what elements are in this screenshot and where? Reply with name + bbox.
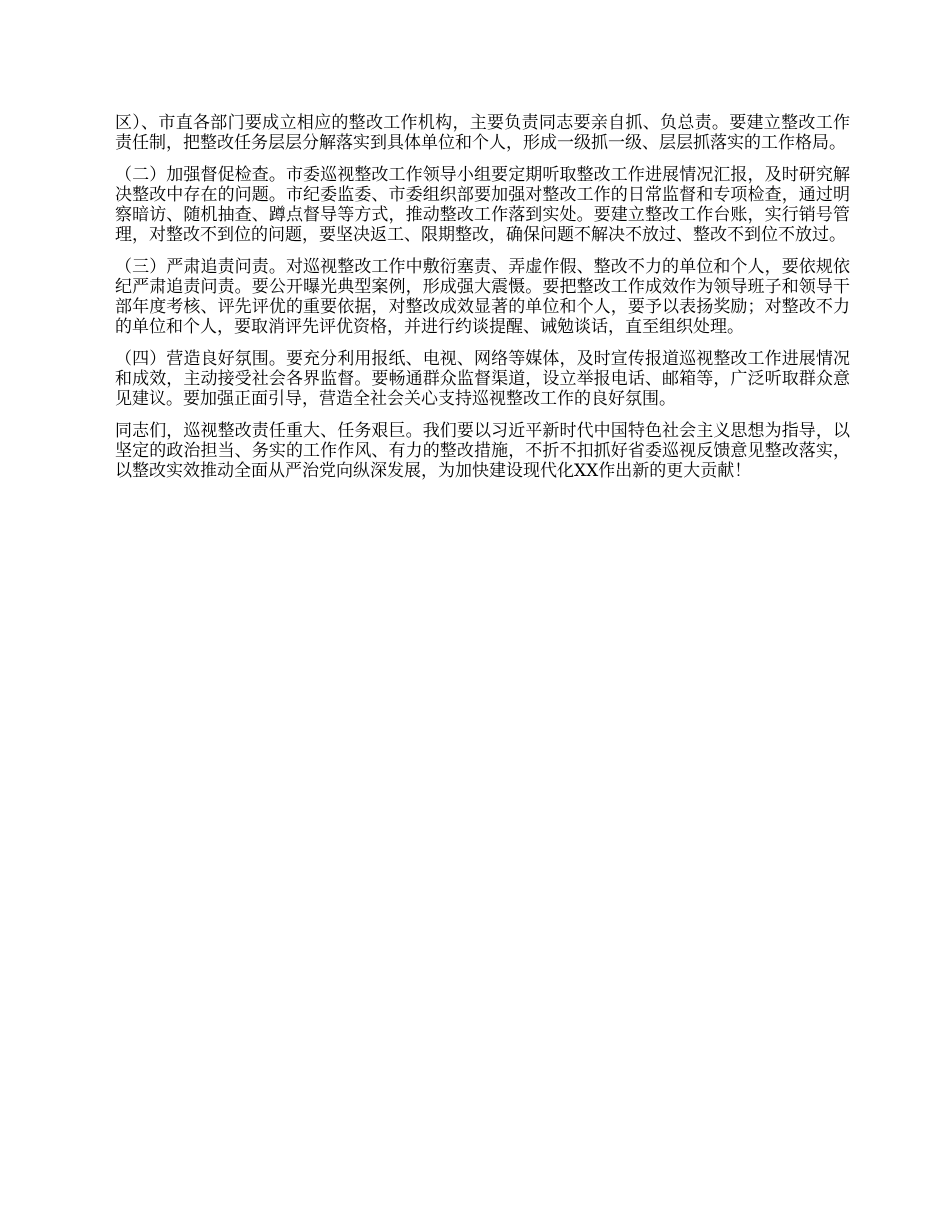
paragraph-continuation: 区）、市直各部门要成立相应的整改工作机构，主要负责同志要亲自抓、负总责。要建立整改工作责任制，把整改任务层层分解落实到具体单位和个人，形成一级抓一级、层层抓落实的工作格局。 <box>115 113 850 153</box>
document-page <box>115 113 850 493</box>
paragraph-atmosphere: （四）营造良好氛围。要充分利用报纸、电视、网络等媒体，及时宣传报道巡视整改工作进展情况和成效，主动接受社会各界监督。要畅通群众监督渠道，设立举报电话、邮箱等，广泛听取群众意见建议。要加强正面引导，营造全社会关心支持巡视整改工作的良好氛围。 <box>115 349 850 409</box>
paragraph-closing: 同志们，巡视整改责任重大、任务艰巨。我们要以习近平新时代中国特色社会主义思想为指导，以坚定的政治担当、务实的工作作风、有力的整改措施，不折不扣抓好省委巡视反馈意见整改落实，以整改实效推动全面从严治党向纵深发展，为加快建设现代化XX作出新的更大贡献！ <box>115 421 850 481</box>
paragraph-accountability: （三）严肃追责问责。对巡视整改工作中敷衍塞责、弄虚作假、整改不力的单位和个人，要依规依纪严肃追责问责。要公开曝光典型案例，形成强大震慑。要把整改工作成效作为领导班子和领导干部年度考核、评先评优的重要依据，对整改成效显著的单位和个人，要予以表扬奖励；对整改不力的单位和个人，要取消评先评优资格，并进行约谈提醒、诫勉谈话，直至组织处理。 <box>115 257 850 337</box>
paragraph-supervision: （二）加强督促检查。市委巡视整改工作领导小组要定期听取整改工作进展情况汇报，及时研究解决整改中存在的问题。市纪委监委、市委组织部要加强对整改工作的日常监督和专项检查，通过明察暗访、随机抽查、蹲点督导等方式，推动整改工作落到实处。要建立整改工作台账，实行销号管理，对整改不到位的问题，要坚决返工、限期整改，确保问题不解决不放过、整改不到位不放过。 <box>115 165 850 245</box>
